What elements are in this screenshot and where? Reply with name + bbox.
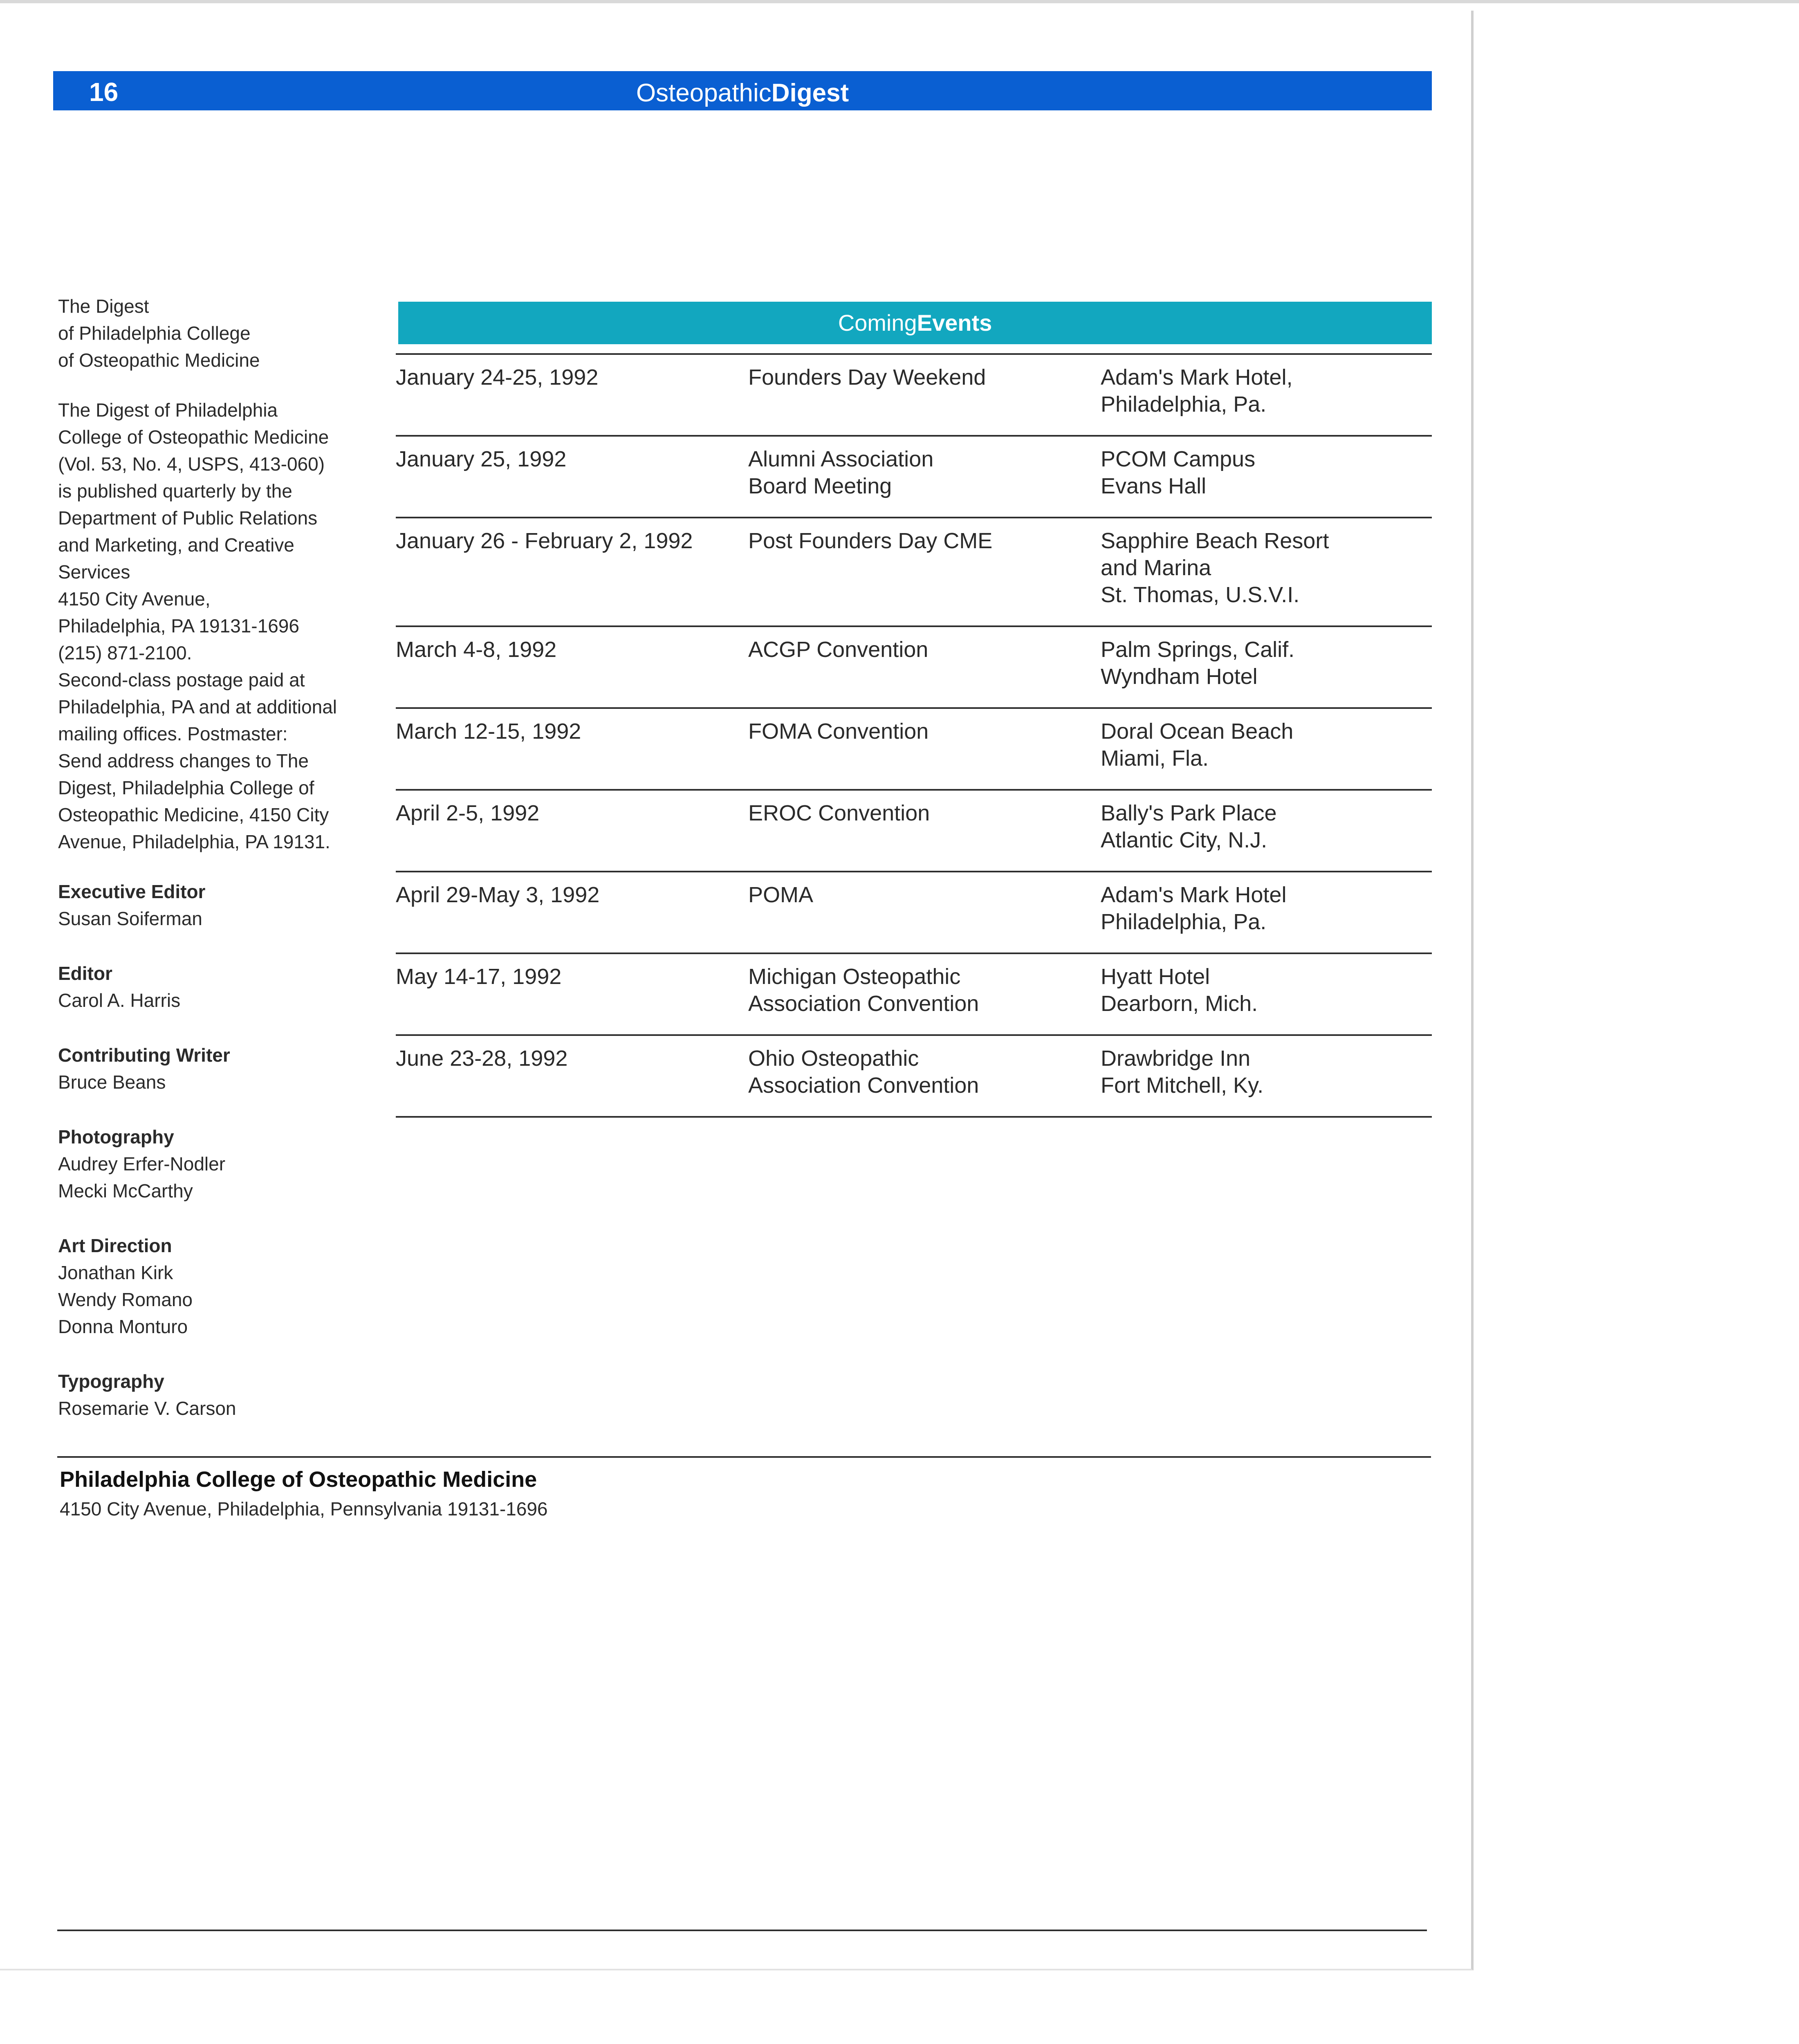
publication-line: Philadelphia, PA and at additional — [58, 696, 337, 717]
sidebar-intro — [58, 293, 369, 374]
credit-role: Editor — [58, 963, 112, 984]
event-date: January 25, 1992 — [396, 436, 748, 518]
credit-name: Mecki McCarthy — [58, 1180, 193, 1201]
table-row — [396, 354, 1432, 436]
event-name-line: ACGP Convention — [748, 637, 929, 662]
event-name — [748, 790, 1101, 872]
credit-block — [58, 1042, 369, 1096]
table-row — [396, 518, 1432, 626]
publication-line: and Marketing, and Creative — [58, 534, 294, 556]
publication-line: (Vol. 53, No. 4, USPS, 413-060) — [58, 453, 325, 475]
event-date: January 26 - February 2, 1992 — [396, 518, 748, 626]
event-name-line: Ohio Osteopathic — [748, 1046, 919, 1071]
event-name — [748, 354, 1101, 436]
publication-line: mailing offices. Postmaster: — [58, 723, 288, 744]
credit-name: Audrey Erfer-Nodler — [58, 1153, 226, 1174]
event-name-line: FOMA Convention — [748, 719, 929, 744]
table-row — [396, 790, 1432, 872]
credit-name: Bruce Beans — [58, 1071, 166, 1093]
publication-line: Avenue, Philadelphia, PA 19131. — [58, 831, 330, 852]
credit-block — [58, 1123, 369, 1204]
credit-block — [58, 1232, 369, 1340]
event-name-line: POMA — [748, 883, 814, 907]
credit-name: Susan Soiferman — [58, 908, 202, 929]
header-bar — [53, 71, 1432, 110]
page-number: 16 — [89, 77, 119, 107]
publication-line: Philadelphia, PA 19131-1696 — [58, 615, 299, 637]
event-location — [1101, 953, 1432, 1035]
credit-name: Jonathan Kirk — [58, 1262, 173, 1283]
sidebar — [58, 293, 369, 1450]
table-row — [396, 1035, 1432, 1117]
event-location — [1101, 708, 1432, 790]
event-name-line: Founders Day Weekend — [748, 365, 986, 390]
intro-line: of Osteopathic Medicine — [58, 350, 260, 371]
event-location — [1101, 872, 1432, 953]
event-location-line: Wyndham Hotel — [1101, 664, 1258, 689]
event-name — [748, 953, 1101, 1035]
event-location-line: Philadelphia, Pa. — [1101, 392, 1267, 417]
event-date: January 24-25, 1992 — [396, 354, 748, 436]
credit-name: Carol A. Harris — [58, 990, 181, 1011]
bottom-divider — [57, 1930, 1427, 1931]
document-page — [0, 11, 1474, 1970]
credit-role: Executive Editor — [58, 881, 206, 902]
events-title-light: Coming — [838, 310, 917, 336]
event-name — [748, 436, 1101, 518]
table-row — [396, 953, 1432, 1035]
event-location-line: PCOM Campus — [1101, 447, 1256, 471]
publication-line: Services — [58, 561, 130, 583]
event-location — [1101, 1035, 1432, 1117]
credit-name: Rosemarie V. Carson — [58, 1398, 236, 1419]
event-location-line: Doral Ocean Beach — [1101, 719, 1294, 744]
scan-top-edge — [0, 0, 1799, 3]
masthead — [53, 78, 1432, 108]
event-name — [748, 1035, 1101, 1117]
credit-name: Wendy Romano — [58, 1289, 193, 1310]
event-location-line: St. Thomas, U.S.V.I. — [1101, 583, 1300, 607]
event-location — [1101, 790, 1432, 872]
event-date: May 14-17, 1992 — [396, 953, 748, 1035]
event-name — [748, 708, 1101, 790]
event-name-line: Board Meeting — [748, 474, 892, 498]
publication-line: Osteopathic Medicine, 4150 City — [58, 804, 329, 825]
table-row — [396, 872, 1432, 953]
event-location-line: Sapphire Beach Resort — [1101, 529, 1329, 553]
event-location-line: Hyatt Hotel — [1101, 964, 1210, 989]
credit-block — [58, 878, 369, 932]
publication-info — [58, 397, 369, 855]
masthead-light: Osteopathic — [636, 79, 772, 107]
event-name-line: Michigan Osteopathic — [748, 964, 961, 989]
event-name-line: Association Convention — [748, 991, 979, 1016]
event-name-line: EROC Convention — [748, 801, 930, 825]
event-location-line: Palm Springs, Calif. — [1101, 637, 1295, 662]
event-date: April 2-5, 1992 — [396, 790, 748, 872]
credit-role: Contributing Writer — [58, 1044, 230, 1066]
event-location — [1101, 626, 1432, 708]
footer-organization: Philadelphia College of Osteopathic Medicine — [60, 1467, 537, 1492]
event-location-line: Adam's Mark Hotel, — [1101, 365, 1293, 390]
event-location-line: Atlantic City, N.J. — [1101, 828, 1267, 852]
events-title-bold: Events — [917, 310, 992, 336]
event-location — [1101, 518, 1432, 626]
publication-line: (215) 871-2100. — [58, 642, 192, 663]
publication-line: Digest, Philadelphia College of — [58, 777, 314, 798]
publication-line: Second-class postage paid at — [58, 669, 305, 690]
footer-address: 4150 City Avenue, Philadelphia, Pennsylvania 19131-1696 — [60, 1498, 548, 1520]
event-location-line: Bally's Park Place — [1101, 801, 1277, 825]
event-location-line: Drawbridge Inn — [1101, 1046, 1251, 1071]
event-date: March 4-8, 1992 — [396, 626, 748, 708]
intro-line: The Digest — [58, 296, 149, 317]
event-location-line: Dearborn, Mich. — [1101, 991, 1258, 1016]
footer-divider — [57, 1456, 1431, 1458]
credit-role: Photography — [58, 1126, 174, 1148]
staff-credits — [58, 878, 369, 1422]
publication-line: 4150 City Avenue, — [58, 588, 211, 610]
event-location-line: Evans Hall — [1101, 474, 1207, 498]
intro-line: of Philadelphia College — [58, 323, 251, 344]
publication-line: The Digest of Philadelphia — [58, 399, 278, 421]
event-location — [1101, 436, 1432, 518]
publication-line: is published quarterly by the — [58, 480, 292, 502]
publication-line: College of Osteopathic Medicine — [58, 426, 329, 448]
events-table-body — [396, 354, 1432, 1117]
credit-role: Art Direction — [58, 1235, 172, 1256]
events-table — [396, 353, 1432, 1118]
coming-events-header — [398, 302, 1432, 344]
event-location — [1101, 354, 1432, 436]
event-location-line: Fort Mitchell, Ky. — [1101, 1073, 1264, 1098]
event-name-line: Alumni Association — [748, 447, 934, 471]
event-location-line: Miami, Fla. — [1101, 746, 1209, 771]
event-name — [748, 518, 1101, 626]
event-name-line: Post Founders Day CME — [748, 529, 993, 553]
event-name — [748, 626, 1101, 708]
masthead-bold: Digest — [771, 79, 849, 107]
event-location-line: and Marina — [1101, 556, 1211, 580]
event-location-line: Adam's Mark Hotel — [1101, 883, 1287, 907]
event-date: March 12-15, 1992 — [396, 708, 748, 790]
event-date: June 23-28, 1992 — [396, 1035, 748, 1117]
publication-line: Department of Public Relations — [58, 507, 318, 529]
credit-block — [58, 960, 369, 1014]
event-location-line: Philadelphia, Pa. — [1101, 910, 1267, 934]
event-name — [748, 872, 1101, 953]
table-row — [396, 436, 1432, 518]
event-name-line: Association Convention — [748, 1073, 979, 1098]
event-date: April 29-May 3, 1992 — [396, 872, 748, 953]
credit-role: Typography — [58, 1371, 164, 1392]
table-row — [396, 708, 1432, 790]
credit-block — [58, 1368, 369, 1422]
publication-line: Send address changes to The — [58, 750, 309, 771]
credit-name: Donna Monturo — [58, 1316, 188, 1337]
table-row — [396, 626, 1432, 708]
